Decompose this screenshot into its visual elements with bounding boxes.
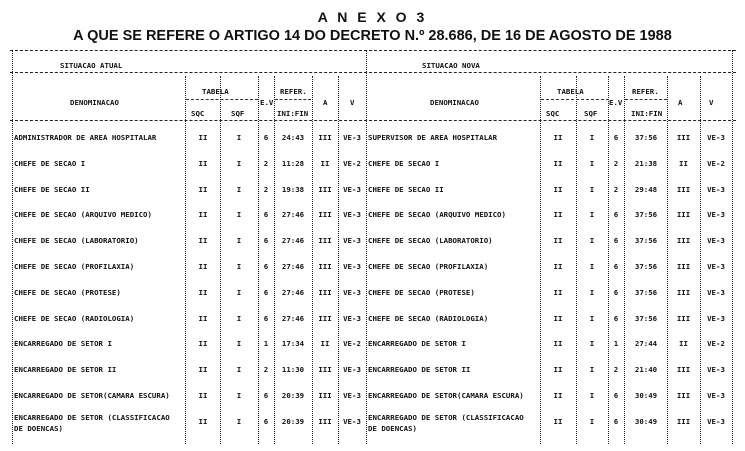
- nova-sqc-cell: II: [553, 365, 563, 374]
- atual-sqc-cell: II: [198, 391, 208, 400]
- col-ev-right: E.V: [609, 98, 623, 107]
- column-separator: [185, 76, 186, 444]
- atual-name-cell: ENCARREGADO DE SETOR(CAMARA ESCURA): [14, 391, 170, 400]
- nova-sqf-cell: I: [589, 133, 595, 142]
- nova-ref-cell: 30:49: [634, 417, 658, 426]
- nova-a-cell: III: [676, 236, 691, 245]
- nova-ev-cell: 2: [613, 159, 619, 168]
- nova-v-cell: VE-3: [707, 288, 725, 297]
- nova-sqc-cell: II: [553, 288, 563, 297]
- atual-name-cell: CHEFE DE SECAO (PROTESE): [14, 288, 121, 297]
- tabela-sub-rule-right: [541, 99, 609, 100]
- atual-sqc-cell: II: [198, 133, 208, 142]
- column-separator: [220, 76, 221, 444]
- col-denominacao-left: DENOMINACAO: [70, 98, 119, 107]
- column-separator: [12, 50, 13, 444]
- nova-name-cell: ENCARREGADO DE SETOR(CAMARA ESCURA): [368, 391, 524, 400]
- nova-sqf-cell: I: [589, 288, 595, 297]
- tabela-sub-rule-left: [186, 99, 258, 100]
- nova-sqc-cell: II: [553, 339, 563, 348]
- nova-sqc-cell: II: [553, 133, 563, 142]
- nova-ref-cell: 37:56: [634, 262, 658, 271]
- nova-name2-cell: DE DOENCAS): [368, 424, 417, 433]
- atual-a-cell: III: [318, 288, 332, 297]
- document-title: A N E X O 3: [317, 9, 428, 25]
- atual-a-cell: III: [318, 391, 332, 400]
- nova-v-cell: VE-3: [707, 417, 725, 426]
- nova-a-cell: III: [676, 417, 691, 426]
- nova-a-cell: III: [676, 262, 691, 271]
- atual-ref-cell: 27:46: [281, 262, 305, 271]
- col-refer-right: REFER.: [632, 87, 659, 96]
- nova-v-cell: VE-3: [707, 210, 725, 219]
- atual-sqf-cell: I: [236, 185, 242, 194]
- atual-a-cell: III: [318, 185, 332, 194]
- atual-sqc-cell: II: [198, 288, 208, 297]
- atual-sqc-cell: II: [198, 339, 208, 348]
- nova-ref-cell: 29:48: [634, 185, 658, 194]
- nova-ref-cell: 37:56: [634, 210, 658, 219]
- atual-ev-cell: 6: [263, 262, 269, 271]
- nova-v-cell: VE-3: [707, 314, 725, 323]
- nova-a-cell: III: [676, 133, 691, 142]
- column-separator: [667, 76, 668, 444]
- atual-sqf-cell: I: [236, 210, 242, 219]
- atual-v-cell: VE-3: [343, 288, 361, 297]
- nova-name-cell: ENCARREGADO DE SETOR I: [368, 339, 466, 348]
- atual-v-cell: VE-3: [343, 314, 361, 323]
- atual-sqc-cell: II: [198, 365, 208, 374]
- nova-sqf-cell: I: [589, 210, 595, 219]
- col-ev-left: E.V: [260, 98, 274, 107]
- atual-ref-cell: 27:46: [281, 288, 305, 297]
- atual-sqc-cell: II: [198, 314, 208, 323]
- nova-ref-cell: 37:56: [634, 133, 658, 142]
- atual-ev-cell: 6: [263, 314, 269, 323]
- col-sqc-right: SQC: [546, 109, 560, 118]
- nova-a-cell: III: [676, 210, 691, 219]
- nova-ref-cell: 21:38: [634, 159, 658, 168]
- col-tabela-left: TABELA: [202, 87, 229, 96]
- atual-sqc-cell: II: [198, 262, 208, 271]
- atual-sqf-cell: I: [236, 236, 242, 245]
- column-separator: [366, 50, 367, 444]
- col-sqf-right: SQF: [584, 109, 598, 118]
- nova-sqc-cell: II: [553, 314, 563, 323]
- nova-ev-cell: 6: [613, 236, 619, 245]
- atual-sqf-cell: I: [236, 288, 242, 297]
- nova-sqc-cell: II: [553, 417, 563, 426]
- atual-ev-cell: 1: [263, 339, 269, 348]
- section-rule: [10, 72, 736, 73]
- nova-name-cell: SUPERVISOR DE AREA HOSPITALAR: [368, 133, 498, 142]
- atual-v-cell: VE-3: [343, 236, 361, 245]
- nova-sqf-cell: I: [589, 417, 595, 426]
- nova-name-cell: CHEFE DE SECAO (RADIOLOGIA): [368, 314, 489, 323]
- column-separator: [338, 76, 339, 444]
- atual-ref-cell: 20:39: [281, 391, 305, 400]
- atual-ev-cell: 2: [263, 365, 269, 374]
- atual-name-cell: CHEFE DE SECAO (RADIOLOGIA): [14, 314, 135, 323]
- nova-sqf-cell: I: [589, 262, 595, 271]
- atual-sqf-cell: I: [236, 339, 242, 348]
- nova-ev-cell: 2: [613, 365, 619, 374]
- atual-ref-cell: 27:46: [281, 314, 305, 323]
- nova-ref-cell: 30:49: [634, 391, 658, 400]
- nova-ev-cell: 6: [613, 391, 619, 400]
- atual-v-cell: VE-3: [343, 417, 361, 426]
- atual-a-cell: III: [318, 210, 332, 219]
- nova-v-cell: VE-2: [707, 339, 725, 348]
- nova-ev-cell: 6: [613, 210, 619, 219]
- atual-name-cell: CHEFE DE SECAO (ARQUIVO MEDICO): [14, 210, 152, 219]
- nova-sqf-cell: I: [589, 185, 595, 194]
- nova-ev-cell: 6: [613, 262, 619, 271]
- atual-ev-cell: 6: [263, 210, 269, 219]
- nova-sqc-cell: II: [553, 236, 563, 245]
- column-separator: [312, 76, 313, 444]
- nova-ref-cell: 37:56: [634, 288, 658, 297]
- right-section-title: SITUACAO NOVA: [422, 61, 480, 70]
- column-separator: [624, 76, 625, 444]
- atual-name-cell: ENCARREGADO DE SETOR I: [14, 339, 112, 348]
- nova-name-cell: ENCARREGADO DE SETOR (CLASSIFICACAO: [368, 413, 524, 422]
- nova-ev-cell: 2: [613, 185, 619, 194]
- nova-a-cell: II: [679, 159, 688, 168]
- atual-ref-cell: 11:30: [281, 365, 305, 374]
- refer-sub-rule-left: [275, 99, 311, 100]
- atual-sqf-cell: I: [236, 391, 242, 400]
- atual-ev-cell: 6: [263, 288, 269, 297]
- atual-v-cell: VE-3: [343, 210, 361, 219]
- atual-v-cell: VE-3: [343, 185, 361, 194]
- atual-v-cell: VE-2: [343, 159, 361, 168]
- document-subtitle: A QUE SE REFERE O ARTIGO 14 DO DECRETO N.º 28.686, DE 16 DE AGOSTO DE 1988: [73, 28, 672, 44]
- atual-ref-cell: 20:39: [281, 417, 305, 426]
- nova-ref-cell: 37:56: [634, 236, 658, 245]
- nova-a-cell: III: [676, 288, 691, 297]
- atual-sqc-cell: II: [198, 236, 208, 245]
- nova-ev-cell: 1: [613, 339, 619, 348]
- col-v-right: V: [709, 98, 714, 107]
- atual-ref-cell: 24:43: [281, 133, 305, 142]
- column-separator: [700, 76, 701, 444]
- nova-a-cell: III: [676, 314, 691, 323]
- nova-ev-cell: 6: [613, 288, 619, 297]
- nova-sqf-cell: I: [589, 391, 595, 400]
- atual-sqc-cell: II: [198, 185, 208, 194]
- nova-a-cell: II: [679, 339, 688, 348]
- atual-ref-cell: 27:46: [281, 236, 305, 245]
- atual-a-cell: III: [318, 417, 332, 426]
- nova-sqc-cell: II: [553, 185, 563, 194]
- column-separator: [258, 76, 259, 444]
- nova-name-cell: CHEFE DE SECAO (PROFILAXIA): [368, 262, 489, 271]
- nova-v-cell: VE-3: [707, 133, 725, 142]
- nova-a-cell: III: [676, 391, 691, 400]
- atual-name-cell: CHEFE DE SECAO (LABORATORIO): [14, 236, 139, 245]
- nova-sqf-cell: I: [589, 314, 595, 323]
- col-inifin-left: INI:FIN: [277, 109, 309, 118]
- atual-a-cell: III: [318, 262, 332, 271]
- nova-ev-cell: 6: [613, 314, 619, 323]
- column-separator: [732, 50, 733, 444]
- atual-a-cell: II: [320, 159, 330, 168]
- refer-sub-rule-right: [625, 99, 667, 100]
- col-refer-left: REFER.: [280, 87, 307, 96]
- col-tabela-right: TABELA: [557, 87, 584, 96]
- atual-sqf-cell: I: [236, 159, 242, 168]
- nova-ev-cell: 6: [613, 133, 619, 142]
- nova-sqc-cell: II: [553, 391, 563, 400]
- col-sqc-left: SQC: [191, 109, 205, 118]
- nova-v-cell: VE-3: [707, 391, 725, 400]
- nova-v-cell: VE-3: [707, 262, 725, 271]
- atual-sqf-cell: I: [236, 133, 242, 142]
- atual-ev-cell: 6: [263, 133, 269, 142]
- atual-sqc-cell: II: [198, 210, 208, 219]
- atual-v-cell: VE-3: [343, 391, 361, 400]
- nova-sqf-cell: I: [589, 236, 595, 245]
- nova-name-cell: CHEFE DE SECAO (ARQUIVO MEDICO): [368, 210, 506, 219]
- nova-name-cell: CHEFE DE SECAO (PROTESE): [368, 288, 475, 297]
- nova-name-cell: ENCARREGADO DE SETOR II: [368, 365, 471, 374]
- atual-a-cell: III: [318, 236, 332, 245]
- atual-sqf-cell: I: [236, 262, 242, 271]
- atual-name2-cell: DE DOENCAS): [14, 424, 63, 433]
- atual-a-cell: II: [320, 339, 330, 348]
- col-a-right: A: [678, 98, 683, 107]
- atual-v-cell: VE-3: [343, 365, 361, 374]
- atual-name-cell: ENCARREGADO DE SETOR (CLASSIFICACAO: [14, 413, 170, 422]
- atual-name-cell: ADMINISTRADOR DE AREA HOSPITALAR: [14, 133, 157, 142]
- atual-sqf-cell: I: [236, 314, 242, 323]
- nova-sqc-cell: II: [553, 159, 563, 168]
- header-bottom-rule: [10, 120, 736, 121]
- nova-name-cell: CHEFE DE SECAO I: [368, 159, 440, 168]
- atual-sqf-cell: I: [236, 417, 242, 426]
- col-inifin-right: INI:FIN: [631, 109, 663, 118]
- nova-ev-cell: 6: [613, 417, 619, 426]
- atual-v-cell: VE-3: [343, 133, 361, 142]
- atual-a-cell: III: [318, 365, 332, 374]
- annex-table: [10, 50, 736, 445]
- atual-sqf-cell: I: [236, 365, 242, 374]
- nova-v-cell: VE-3: [707, 365, 725, 374]
- nova-sqc-cell: II: [553, 262, 563, 271]
- col-v-left: V: [350, 98, 355, 107]
- nova-sqf-cell: I: [589, 365, 595, 374]
- atual-ev-cell: 6: [263, 417, 269, 426]
- atual-ref-cell: 27:46: [281, 210, 305, 219]
- atual-sqc-cell: II: [198, 159, 208, 168]
- nova-v-cell: VE-3: [707, 185, 725, 194]
- col-a-left: A: [323, 98, 328, 107]
- column-separator: [608, 76, 609, 444]
- atual-ev-cell: 2: [263, 185, 269, 194]
- atual-v-cell: VE-3: [343, 262, 361, 271]
- nova-sqc-cell: II: [553, 210, 563, 219]
- atual-sqc-cell: II: [198, 417, 208, 426]
- column-separator: [540, 76, 541, 444]
- atual-a-cell: III: [318, 314, 332, 323]
- atual-ref-cell: 19:38: [281, 185, 305, 194]
- nova-ref-cell: 37:56: [634, 314, 658, 323]
- nova-name-cell: CHEFE DE SECAO II: [368, 185, 444, 194]
- atual-name-cell: CHEFE DE SECAO (PROFILAXIA): [14, 262, 135, 271]
- atual-v-cell: VE-2: [343, 339, 361, 348]
- nova-v-cell: VE-2: [707, 159, 725, 168]
- nova-a-cell: III: [676, 185, 691, 194]
- atual-ref-cell: 11:28: [281, 159, 305, 168]
- nova-ref-cell: 21:40: [634, 365, 658, 374]
- atual-ref-cell: 17:34: [281, 339, 305, 348]
- atual-name-cell: CHEFE DE SECAO I: [14, 159, 86, 168]
- column-separator: [576, 76, 577, 444]
- nova-sqf-cell: I: [589, 159, 595, 168]
- atual-name-cell: CHEFE DE SECAO II: [14, 185, 90, 194]
- nova-sqf-cell: I: [589, 339, 595, 348]
- nova-name-cell: CHEFE DE SECAO (LABORATORIO): [368, 236, 493, 245]
- nova-a-cell: III: [676, 365, 691, 374]
- column-separator: [274, 76, 275, 444]
- col-denominacao-right: DENOMINACAO: [430, 98, 479, 107]
- left-section-title: SITUACAO ATUAL: [60, 61, 123, 70]
- atual-ev-cell: 2: [263, 159, 269, 168]
- atual-ev-cell: 6: [263, 236, 269, 245]
- nova-ref-cell: 27:44: [634, 339, 658, 348]
- table-top-rule: [10, 50, 736, 51]
- nova-v-cell: VE-3: [707, 236, 725, 245]
- atual-a-cell: III: [318, 133, 332, 142]
- col-sqf-left: SQF: [231, 109, 245, 118]
- atual-name-cell: ENCARREGADO DE SETOR II: [14, 365, 117, 374]
- atual-ev-cell: 6: [263, 391, 269, 400]
